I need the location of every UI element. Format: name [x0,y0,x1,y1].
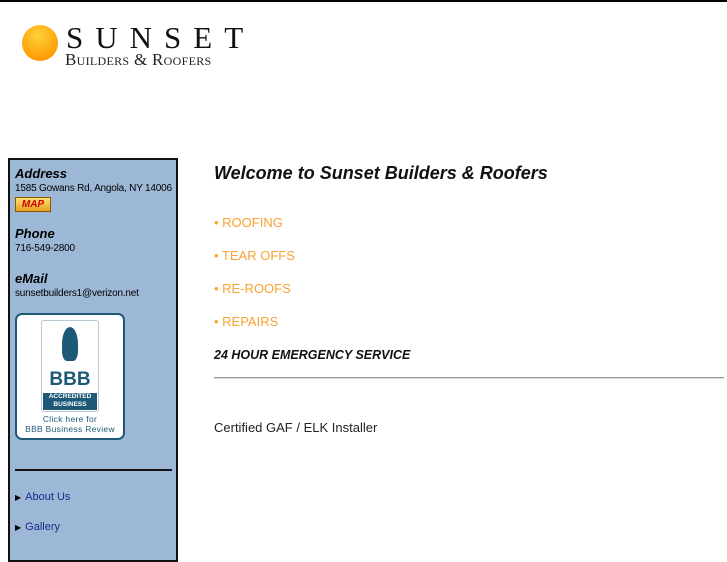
service-tear-offs: • TEAR OFFS [214,248,295,263]
phone-heading: Phone [15,226,55,241]
content-divider [214,377,724,379]
triangle-right-icon: ▶ [15,523,22,532]
bbb-accredited-text: ACCREDITED BUSINESS [43,393,97,410]
email-link[interactable]: sunsetbuilders1@verizon.net [15,288,139,299]
emergency-service-text: 24 HOUR EMERGENCY SERVICE [214,348,411,362]
bbb-click-line1: Click here for [42,414,98,424]
site-logo[interactable] [22,20,256,72]
bbb-logo-text: BBB [49,369,91,390]
service-re-roofs: • RE-ROOFS [214,281,291,296]
sun-icon [22,25,58,61]
bbb-logo [41,320,99,412]
certified-text: Certified GAF / ELK Installer [214,420,378,435]
map-button[interactable]: MAP [15,197,51,212]
phone-text: 716-549-2800 [15,243,75,254]
service-repairs: • REPAIRS [214,314,279,329]
nav-about-us[interactable] [15,491,70,503]
nav-label: About Us [25,491,71,503]
bbb-review-text [17,414,123,434]
nav-label: Gallery [25,521,60,533]
sidebar [8,158,178,562]
logo-name: SUNSET [66,20,256,55]
service-roofing: • ROOFING [214,215,283,230]
email-heading: eMail [15,271,48,286]
nav-gallery[interactable] [15,521,60,533]
page-title: Welcome to Sunset Builders & Roofers [214,163,548,183]
torch-icon [62,327,78,361]
logo-tagline: Builders & Roofers [65,50,212,69]
bbb-click-line2: BBB Business Review [25,424,115,434]
triangle-right-icon: ▶ [15,493,22,502]
bbb-badge-link[interactable] [15,313,125,440]
sidebar-divider [15,469,172,471]
address-text: 1585 Gowans Rd, Angola, NY 14006 [15,183,172,194]
address-heading: Address [15,166,68,181]
